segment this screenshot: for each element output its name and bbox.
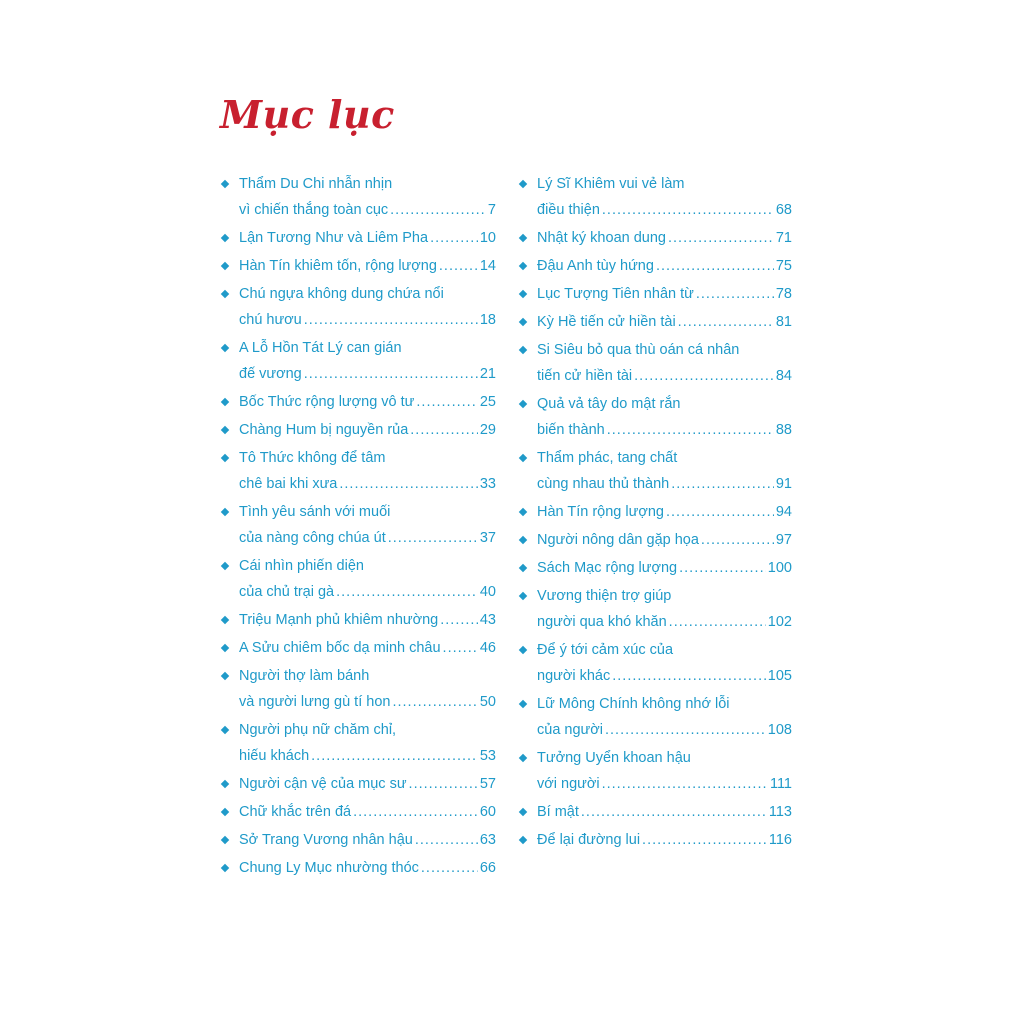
toc-entry-title-line: Thẩm phác, tang chất (537, 450, 678, 466)
toc-entry-title-line: Vương thiện trợ giúp (537, 588, 672, 604)
toc-entry-title-line: Chữ khắc trên đá (239, 804, 352, 820)
toc-entry[interactable] (222, 253, 496, 279)
toc-entry-page-number: 71 (775, 230, 792, 246)
toc-entry-last-line (239, 361, 496, 387)
dot-leader (668, 225, 774, 251)
diamond-bullet-icon (519, 646, 527, 654)
dot-leader (605, 717, 766, 743)
diamond-bullet-icon (221, 454, 229, 462)
toc-entry-title-line: đế vương (239, 366, 302, 382)
diamond-bullet-icon (221, 426, 229, 434)
dot-leader (581, 799, 767, 825)
toc-entry-title-line: Nhật ký khoan dung (537, 230, 666, 246)
toc-entry-last-line (537, 717, 792, 743)
diamond-bullet-icon (519, 346, 527, 354)
toc-entry-title-line: Lận Tương Như và Liêm Pha (239, 230, 429, 246)
diamond-bullet-icon (519, 454, 527, 462)
toc-entry-title-line: Sách Mạc rộng lượng (537, 560, 678, 576)
toc-entry-last-line (239, 417, 496, 443)
toc-entry-page-number: 113 (768, 804, 792, 820)
toc-entry-page-number: 40 (479, 584, 496, 600)
toc-entry-last-line (239, 471, 496, 497)
toc-entry-title-line: chê bai khi xưa (239, 476, 338, 492)
dot-leader (304, 361, 478, 387)
diamond-bullet-icon (221, 808, 229, 816)
toc-entry-title-line: Quả vả tây do mật rắn (537, 396, 681, 412)
toc-entry-last-line (239, 771, 496, 797)
toc-entry[interactable] (222, 281, 496, 333)
diamond-bullet-icon (519, 318, 527, 326)
dot-leader (666, 499, 774, 525)
dot-leader (602, 771, 768, 797)
toc-entry[interactable] (222, 335, 496, 387)
toc-entry-last-line (239, 827, 496, 853)
diamond-bullet-icon (519, 234, 527, 242)
toc-entry-last-line (537, 827, 792, 853)
toc-entry-last-line (239, 855, 496, 881)
toc-entry-title-line: A Lỗ Hồn Tát Lý can gián (239, 340, 402, 356)
dot-leader (440, 607, 478, 633)
toc-entry-page-number: 105 (767, 668, 792, 684)
toc-entry-last-line (239, 799, 496, 825)
toc-entry-page-number: 111 (769, 776, 792, 792)
toc-entry-title-line: Để ý tới cảm xúc của (537, 642, 674, 658)
toc-entry-title-line: Cái nhìn phiến diện (239, 558, 364, 574)
diamond-bullet-icon (519, 700, 527, 708)
diamond-bullet-icon (221, 562, 229, 570)
toc-entry-page-number: 46 (479, 640, 496, 656)
dot-leader (388, 525, 478, 551)
dot-leader (607, 417, 774, 443)
toc-entry[interactable] (520, 527, 792, 553)
toc-entry[interactable] (520, 691, 792, 743)
toc-entry-page-number: 84 (775, 368, 792, 384)
toc-entry-page-number: 10 (479, 230, 496, 246)
toc-entry-page-number: 60 (479, 804, 496, 820)
dot-leader (602, 197, 774, 223)
toc-entry-last-line (239, 225, 496, 251)
dot-leader (701, 527, 774, 553)
toc-entry-page-number: 43 (479, 612, 496, 628)
toc-entry-title-line: cùng nhau thủ thành (537, 476, 670, 492)
toc-entry-title-line: Chàng Hum bị nguyền rủa (239, 422, 409, 438)
toc-entry-page-number: 108 (767, 722, 792, 738)
toc-entry-page-number: 63 (479, 832, 496, 848)
toc-entry-title-line: biến thành (537, 422, 605, 438)
toc-entry-title-line: của chủ trại gà (239, 584, 335, 600)
diamond-bullet-icon (519, 592, 527, 600)
toc-entry-title-line: Sở Trang Vương nhân hậu (239, 832, 413, 848)
dot-leader (416, 389, 477, 415)
toc-entry[interactable] (222, 225, 496, 251)
diamond-bullet-icon (221, 836, 229, 844)
dot-leader (409, 771, 478, 797)
toc-entry-last-line (537, 771, 792, 797)
toc-entry-last-line (537, 609, 792, 635)
toc-entry-title-line: với người (537, 776, 600, 792)
toc-entry[interactable] (520, 337, 792, 389)
toc-entry-last-line (537, 281, 792, 307)
toc-entry[interactable] (222, 171, 496, 223)
diamond-bullet-icon (519, 536, 527, 544)
dot-leader (390, 197, 486, 223)
dot-leader (311, 743, 478, 769)
dot-leader (669, 609, 766, 635)
toc-entry[interactable] (222, 663, 496, 715)
diamond-bullet-icon (221, 616, 229, 624)
dot-leader (304, 307, 478, 333)
dot-leader (678, 309, 774, 335)
toc-entry-title-line: Si Siêu bỏ qua thù oán cá nhân (537, 342, 740, 358)
toc-entry[interactable] (520, 225, 792, 251)
diamond-bullet-icon (221, 344, 229, 352)
toc-entry-last-line (537, 555, 792, 581)
toc-entry-page-number: 116 (768, 832, 792, 848)
toc-entry[interactable] (222, 717, 496, 769)
toc-entry-page-number: 100 (767, 560, 792, 576)
toc-entry-title-line: Triệu Mạnh phủ khiêm nhường (239, 612, 439, 628)
diamond-bullet-icon (221, 234, 229, 242)
toc-entry-title-line: người khác (537, 668, 611, 684)
toc-entry[interactable] (520, 253, 792, 279)
toc-entry-page-number: 81 (775, 314, 792, 330)
diamond-bullet-icon (519, 290, 527, 298)
diamond-bullet-icon (221, 180, 229, 188)
toc-entry-title-line: Tô Thức không để tâm (239, 450, 386, 466)
diamond-bullet-icon (519, 180, 527, 188)
toc-entry-last-line (239, 743, 496, 769)
toc-entry-title-line: Thẩm Du Chi nhẫn nhịn (239, 176, 393, 192)
diamond-bullet-icon (221, 864, 229, 872)
toc-entry-title-line: của nàng công chúa út (239, 530, 386, 546)
toc-entry-page-number: 97 (775, 532, 792, 548)
diamond-bullet-icon (221, 398, 229, 406)
diamond-bullet-icon (519, 754, 527, 762)
toc-entry-title-line: và người lưng gù tí hon (239, 694, 391, 710)
toc-entry-last-line (239, 307, 496, 333)
toc-entry[interactable] (520, 555, 792, 581)
toc-entry[interactable] (520, 827, 792, 853)
diamond-bullet-icon (221, 290, 229, 298)
diamond-bullet-icon (221, 508, 229, 516)
toc-entry-title-line: Chung Ly Mục nhường thóc (239, 860, 419, 876)
toc-entry-page-number: 102 (767, 614, 792, 630)
toc-entry-title-line: Kỳ Hề tiến cử hiền tài (537, 314, 676, 330)
dot-leader (634, 363, 774, 389)
dot-leader (679, 555, 766, 581)
diamond-bullet-icon (519, 508, 527, 516)
toc-entry-title-line: Chú ngựa không dung chứa nổi (239, 286, 444, 302)
toc-entry-title-line: Người cận vệ của mục sư (239, 776, 407, 792)
toc-entry-last-line (537, 309, 792, 335)
toc-entry[interactable] (520, 745, 792, 797)
toc-entry-title-line: chú hươu (239, 312, 302, 328)
toc-entry-last-line (537, 471, 792, 497)
toc-entry[interactable] (520, 281, 792, 307)
toc-entry-title-line: Người phụ nữ chăm chỉ, (239, 722, 397, 738)
toc-entry-page-number: 33 (479, 476, 496, 492)
toc-entry[interactable] (520, 637, 792, 689)
diamond-bullet-icon (221, 262, 229, 270)
toc-entry-last-line (239, 607, 496, 633)
toc-entry-last-line (239, 525, 496, 551)
toc-entry[interactable] (222, 827, 496, 853)
diamond-bullet-icon (221, 726, 229, 734)
toc-entry[interactable] (520, 391, 792, 443)
toc-entry-page-number: 53 (479, 748, 496, 764)
toc-entry[interactable] (222, 417, 496, 443)
diamond-bullet-icon (519, 400, 527, 408)
dot-leader (696, 281, 774, 307)
toc-entry[interactable] (520, 499, 792, 525)
toc-entry[interactable] (520, 799, 792, 825)
toc-entry-page-number: 57 (479, 776, 496, 792)
toc-entry-last-line (239, 197, 496, 223)
toc-entry-title-line: Người nông dân gặp họa (537, 532, 699, 548)
dot-leader (430, 225, 478, 251)
toc-entry-last-line (537, 527, 792, 553)
toc-entry[interactable] (520, 583, 792, 635)
toc-entry-title-line: Tưởng Uyển khoan hậu (537, 750, 691, 766)
toc-entry-title-line: hiếu khách (239, 748, 310, 764)
dot-leader (443, 635, 478, 661)
diamond-bullet-icon (519, 262, 527, 270)
dot-leader (410, 417, 478, 443)
toc-entry-title-line: Hàn Tín khiêm tốn, rộng lượng (239, 258, 437, 274)
dot-leader (421, 855, 478, 881)
toc-entry-title-line: người qua khó khăn (537, 614, 667, 630)
diamond-bullet-icon (519, 564, 527, 572)
dot-leader (612, 663, 766, 689)
dot-leader (339, 471, 477, 497)
toc-entry-last-line (537, 363, 792, 389)
toc-entry-title-line: Lữ Mông Chính không nhớ lỗi (537, 696, 730, 712)
toc-entry[interactable] (222, 771, 496, 797)
toc-entry-title-line: Để lại đường lui (537, 832, 641, 848)
toc-entry-page-number: 94 (775, 504, 792, 520)
dot-leader (336, 579, 478, 605)
toc-entry-title-line: Lý Sĩ Khiêm vui vẻ làm (537, 176, 685, 192)
toc-entry-last-line (239, 253, 496, 279)
toc-entry[interactable] (222, 445, 496, 497)
diamond-bullet-icon (519, 808, 527, 816)
toc-entry-page-number: 7 (487, 202, 496, 218)
toc-entry-last-line (239, 579, 496, 605)
toc-entry[interactable] (222, 607, 496, 633)
toc-entry-title-line: Tình yêu sánh với muối (239, 504, 391, 520)
toc-entry-page-number: 91 (775, 476, 792, 492)
toc-entry-page-number: 50 (479, 694, 496, 710)
diamond-bullet-icon (221, 644, 229, 652)
toc-entry[interactable] (222, 553, 496, 605)
toc-entry-last-line (537, 417, 792, 443)
toc-entry-page-number: 14 (479, 258, 496, 274)
toc-entry[interactable] (520, 445, 792, 497)
toc-entry-page-number: 78 (775, 286, 792, 302)
toc-entry-last-line (239, 635, 496, 661)
toc-entry-title-line: A Sửu chiêm bốc dạ minh châu (239, 640, 441, 656)
toc-entry-title-line: điều thiện (537, 202, 600, 218)
dot-leader (671, 471, 774, 497)
dot-leader (415, 827, 478, 853)
dot-leader (353, 799, 478, 825)
toc-entry-title-line: Lục Tượng Tiên nhân từ (537, 286, 694, 302)
diamond-bullet-icon (221, 672, 229, 680)
toc-entry-title-line: tiến cử hiền tài (537, 368, 633, 384)
toc-entry-page-number: 18 (479, 312, 496, 328)
toc-entry-page-number: 37 (479, 530, 496, 546)
toc-entry-page-number: 25 (479, 394, 496, 410)
toc-entry-last-line (537, 197, 792, 223)
dot-leader (642, 827, 767, 853)
toc-entry[interactable] (222, 855, 496, 881)
toc-entry-page-number: 75 (775, 258, 792, 274)
toc-entry[interactable] (222, 389, 496, 415)
toc-entry-last-line (537, 225, 792, 251)
toc-entry-page-number: 68 (775, 202, 792, 218)
toc-entry[interactable] (222, 499, 496, 551)
toc-entry-page-number: 66 (479, 860, 496, 876)
toc-entry-page-number: 88 (775, 422, 792, 438)
toc-entry-title-line: Hàn Tín rộng lượng (537, 504, 664, 520)
toc-entry-title-line: vì chiến thắng toàn cục (239, 202, 389, 218)
toc-entry-last-line (239, 689, 496, 715)
dot-leader (439, 253, 478, 279)
toc-entry[interactable] (520, 309, 792, 335)
toc-entry-last-line (537, 799, 792, 825)
page-title: Mục lục (220, 92, 395, 137)
toc-entry-title-line: Bí mật (537, 804, 579, 820)
toc-entry-title-line: của người (537, 722, 603, 738)
toc-entry-page-number: 21 (479, 366, 496, 382)
toc-entry-page-number: 29 (479, 422, 496, 438)
toc-entry-last-line (537, 499, 792, 525)
toc-entry[interactable] (520, 171, 792, 223)
toc-entry-last-line (537, 253, 792, 279)
toc-entry[interactable] (222, 799, 496, 825)
toc-entry-title-line: Đậu Anh tùy hứng (537, 258, 654, 274)
toc-entry[interactable] (222, 635, 496, 661)
diamond-bullet-icon (221, 780, 229, 788)
dot-leader (392, 689, 477, 715)
diamond-bullet-icon (519, 836, 527, 844)
toc-entry-last-line (239, 389, 496, 415)
toc-entry-title-line: Bốc Thức rộng lượng vô tư (239, 394, 415, 410)
toc-entry-last-line (537, 663, 792, 689)
toc-entry-title-line: Người thợ làm bánh (239, 668, 370, 684)
dot-leader (656, 253, 774, 279)
